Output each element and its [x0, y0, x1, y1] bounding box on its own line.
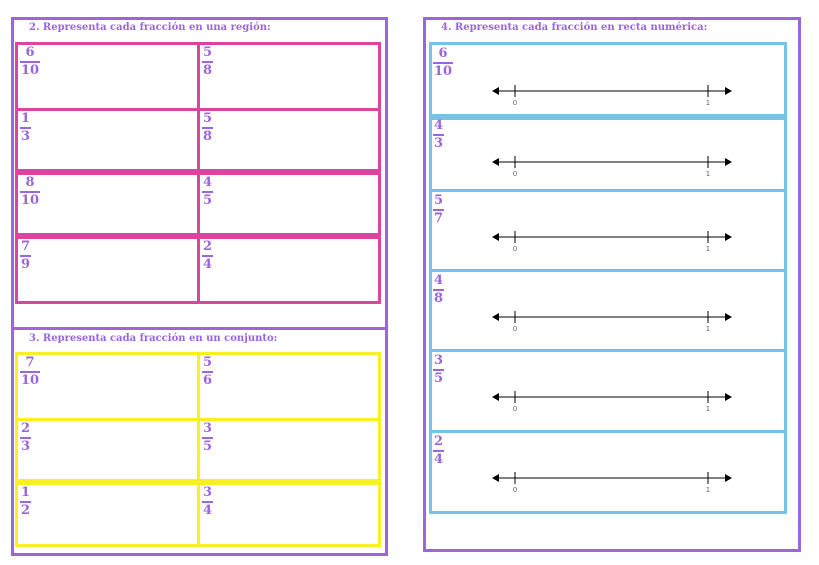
region-section-title: 2. Representa cada fracción en una región:: [29, 22, 271, 33]
number-line-row[interactable]: [429, 430, 787, 514]
fraction-denominator: 8: [434, 291, 444, 306]
left-arrow-icon: [492, 393, 499, 401]
fraction-numerator: 5: [434, 193, 444, 208]
tick-label-start: 0: [512, 170, 518, 178]
right-arrow-icon: [725, 474, 732, 482]
left-arrow-icon: [492, 87, 499, 95]
number-line-row[interactable]: [429, 269, 787, 352]
right-arrow-icon: [725, 393, 732, 401]
fraction: [433, 194, 444, 226]
fraction-denominator: 4: [203, 503, 213, 518]
tick-label-end: 1: [705, 99, 711, 107]
answer-cell[interactable]: [197, 108, 381, 172]
fraction-denominator: 5: [203, 193, 213, 208]
answer-cell[interactable]: [15, 236, 200, 304]
fraction-numerator: 3: [203, 421, 213, 436]
left-arrow-icon: [492, 313, 499, 321]
fraction-denominator: 3: [434, 136, 444, 151]
number-line-row[interactable]: [429, 189, 787, 272]
tick-label-start: 0: [512, 99, 518, 107]
left-panel-divider: [11, 327, 388, 330]
fraction-denominator: 4: [203, 257, 213, 272]
fraction: [20, 486, 31, 518]
number-line: [488, 470, 738, 494]
answer-cell[interactable]: [197, 236, 381, 304]
tick-label-end: 1: [705, 325, 711, 333]
tick-label-start: 0: [512, 325, 518, 333]
tick-label-start: 0: [512, 405, 518, 413]
fraction-denominator: 6: [203, 373, 213, 388]
answer-cell[interactable]: [15, 42, 200, 111]
fraction: [202, 240, 213, 272]
fraction-denominator: 5: [203, 439, 213, 454]
fraction: [433, 274, 444, 306]
number-line-row[interactable]: [429, 42, 787, 120]
fraction: [433, 47, 453, 79]
answer-cell[interactable]: [15, 418, 200, 482]
number-line-section-title: 4. Representa cada fracción en recta numérica:: [441, 22, 708, 33]
tick-label-end: 1: [705, 245, 711, 253]
number-line: [488, 309, 738, 333]
fraction-denominator: 7: [434, 211, 444, 226]
number-line-row[interactable]: [429, 349, 787, 433]
answer-cell[interactable]: [197, 352, 381, 421]
fraction: [433, 119, 444, 151]
fraction-denominator: 3: [21, 129, 31, 144]
answer-cell[interactable]: [15, 482, 200, 547]
fraction-denominator: 5: [434, 371, 444, 386]
fraction-numerator: 1: [21, 111, 31, 126]
fraction-numerator: 4: [203, 175, 213, 190]
tick-label-start: 0: [512, 486, 518, 494]
fraction: [20, 240, 31, 272]
fraction-denominator: 9: [21, 257, 31, 272]
fraction-numerator: 2: [21, 421, 31, 436]
fraction-denominator: 10: [434, 64, 453, 79]
tick-label-end: 1: [705, 405, 711, 413]
fraction: [20, 46, 40, 78]
right-arrow-icon: [725, 158, 732, 166]
fraction-numerator: 3: [203, 485, 213, 500]
answer-cell[interactable]: [197, 418, 381, 482]
fraction-numerator: 7: [21, 239, 31, 254]
fraction: [20, 176, 40, 208]
fraction-denominator: 2: [21, 503, 31, 518]
number-line-row[interactable]: [429, 114, 787, 192]
fraction: [20, 422, 31, 454]
fraction: [202, 112, 213, 144]
right-arrow-icon: [725, 233, 732, 241]
fraction-numerator: 5: [203, 45, 213, 60]
fraction: [202, 486, 213, 518]
fraction: [433, 435, 444, 467]
fraction-numerator: 6: [25, 45, 35, 60]
fraction: [202, 46, 213, 78]
number-line: [488, 83, 738, 107]
set-section-title: 3. Representa cada fracción en un conjunto:: [29, 333, 278, 344]
fraction-numerator: 6: [438, 46, 448, 61]
fraction-numerator: 1: [21, 485, 31, 500]
answer-cell[interactable]: [197, 42, 381, 111]
fraction-numerator: 8: [25, 175, 35, 190]
fraction-denominator: 8: [203, 63, 213, 78]
fraction-numerator: 5: [203, 111, 213, 126]
fraction-numerator: 4: [434, 118, 444, 133]
fraction: [20, 112, 31, 144]
fraction-numerator: 4: [434, 273, 444, 288]
tick-label-end: 1: [705, 170, 711, 178]
fraction-denominator: 10: [21, 193, 40, 208]
tick-label-end: 1: [705, 486, 711, 494]
fraction-denominator: 10: [21, 63, 40, 78]
fraction: [202, 356, 213, 388]
answer-cell[interactable]: [197, 482, 381, 547]
fraction-denominator: 4: [434, 452, 444, 467]
number-line: [488, 229, 738, 253]
right-arrow-icon: [725, 313, 732, 321]
left-arrow-icon: [492, 474, 499, 482]
left-arrow-icon: [492, 233, 499, 241]
answer-cell[interactable]: [15, 172, 200, 236]
fraction: [20, 356, 40, 388]
fraction-denominator: 10: [21, 373, 40, 388]
fraction: [202, 422, 213, 454]
fraction-numerator: 2: [203, 239, 213, 254]
answer-cell[interactable]: [15, 108, 200, 172]
answer-cell[interactable]: [197, 172, 381, 236]
left-arrow-icon: [492, 158, 499, 166]
number-line: [488, 154, 738, 178]
fraction-numerator: 3: [434, 353, 444, 368]
fraction-numerator: 7: [25, 355, 35, 370]
fraction: [202, 176, 213, 208]
number-line: [488, 389, 738, 413]
fraction-numerator: 2: [434, 434, 444, 449]
fraction-denominator: 8: [203, 129, 213, 144]
fraction-numerator: 5: [203, 355, 213, 370]
answer-cell[interactable]: [15, 352, 200, 421]
fraction-denominator: 3: [21, 439, 31, 454]
right-arrow-icon: [725, 87, 732, 95]
fraction: [433, 354, 444, 386]
tick-label-start: 0: [512, 245, 518, 253]
